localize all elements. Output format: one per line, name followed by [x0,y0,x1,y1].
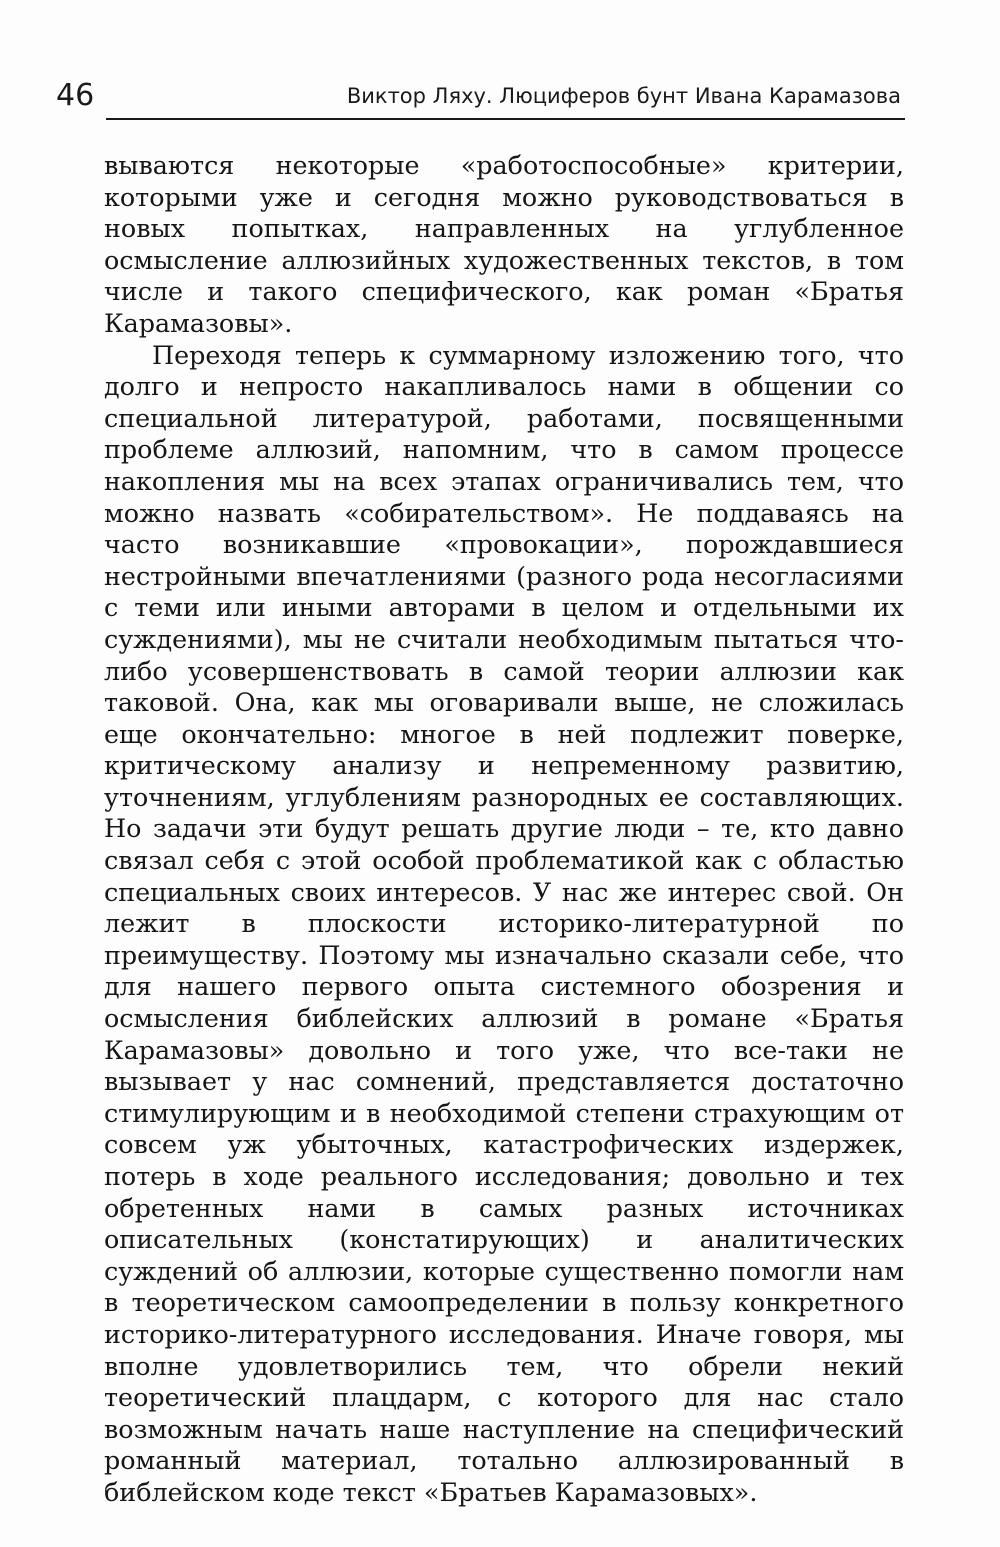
page-header [56,74,905,124]
running-title: Виктор Ляху. Люциферов бунт Ивана Карамазова [346,84,901,108]
paragraph-continued: вываются некоторые «работоспособные» критерии, которыми уже и сегодня можно руководствоваться в новых попытках, направленных на углубленное осмысление аллюзийных художественных текстов, в том числе и такого специфического, как роман «Братья Карамазовы». [104,150,904,338]
header-rule [106,118,905,120]
body-text [104,150,904,1509]
page-number: 46 [56,78,95,113]
paragraph: Переходя теперь к суммарному изложению того, что долго и непросто накапливалось нами в общении со специальной литературой, работами, посвященными проблеме аллюзий, напомним, что в самом процессе накопления мы на всех этапах ограничивались тем, что можно назвать «собирательством». Не поддаваясь на часто возникавшие «провокации», порождавшиеся нестройными впечатлениями (разного рода несогласиями с теми или иными авторами в целом и отдельными их суждениями), мы не считали необходимым пытаться что-либо усовершенствовать в самой теории аллюзии как таковой. Она, как мы оговаривали выше, не сложилась еще окончательно: многое в ней подлежит поверке, критическому анализу и непременному развитию, уточнениям, углублениям разнородных ее составляющих. Но задачи эти будут решать другие люди – те, кто давно связал себя с этой особой проблематикой как с областью специальных своих интересов. У нас же интерес свой. Он лежит в плоскости историко-литературной по преимуществу. Поэтому мы изначально сказали себе, что для нашего первого опыта системного обозрения и осмысления библейских аллюзий в романе «Братья Карамазовы» довольно и того уже, что все-таки не вызывает у нас сомнений, представляется достаточно стимулирующим и в необходимой степени страхующим от совсем уж убыточных, катастрофических издержек, потерь в ходе реального исследования; довольно и тех обретенных нами в самых разных источниках описательных (констатирующих) и аналитических суждений об аллюзии, которые существенно помогли нам в теоретическом самоопределении в пользу конкретного историко-литературного исследования. Иначе говоря, мы вполне удовлетворились тем, что обрели некий теоретический плацдарм, с которого для нас стало возможным начать наше наступление на специфический романный материал, тотально аллюзированный в библейском коде текст «Братьев Карамазовых». [104,339,904,1507]
